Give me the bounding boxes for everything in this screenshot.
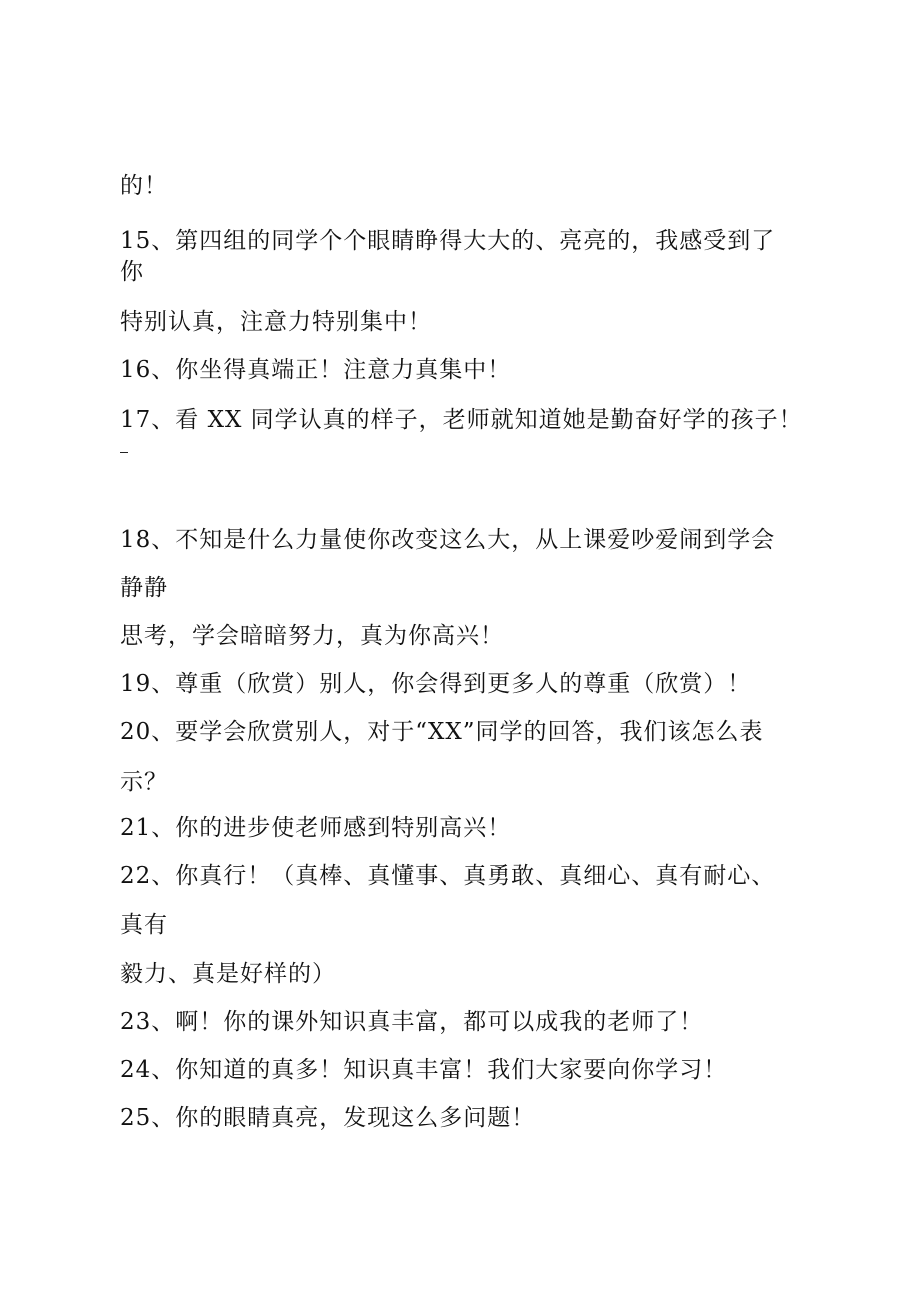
text-line: 17、看 XX 同学认真的样子，老师就知道她是勤奋好学的孩子！ (120, 407, 803, 433)
page-break-mark (120, 452, 128, 453)
text-line: 20、要学会欣赏别人，对于“XX”同学的回答，我们该怎么表 (120, 719, 764, 745)
text-line: 的！ (120, 173, 168, 199)
text-line: 18、不知是什么力量使你改变这么大，从上课爱吵爱闹到学会 (120, 527, 776, 553)
text-line: 真有 (120, 912, 168, 938)
text-line: 23、啊！你的课外知识真丰富，都可以成我的老师了！ (120, 1009, 704, 1035)
text-line: 毅力、真是好样的） (120, 961, 336, 987)
text-line: 25、你的眼睛真亮，发现这么多问题！ (120, 1105, 536, 1131)
text-line: 16、你坐得真端正！注意力真集中！ (120, 357, 512, 383)
text-line: 15、第四组的同学个个眼睛睁得大大的、亮亮的，我感受到了 (120, 228, 776, 254)
text-line: 思考，学会暗暗努力，真为你高兴！ (120, 623, 504, 649)
text-line: 19、尊重（欣赏）别人，你会得到更多人的尊重（欣赏）！ (120, 671, 752, 697)
text-line: 特别认真，注意力特别集中！ (120, 309, 432, 335)
text-line: 静静 (120, 575, 168, 601)
text-line: 示？ (120, 769, 168, 795)
text-line: 你 (120, 259, 144, 285)
text-line: 24、你知道的真多！知识真丰富！我们大家要向你学习！ (120, 1057, 728, 1083)
text-line: 21、你的进步使老师感到特别高兴！ (120, 815, 512, 841)
text-line: 22、你真行！（真棒、真懂事、真勇敢、真细心、真有耐心、 (120, 863, 776, 889)
